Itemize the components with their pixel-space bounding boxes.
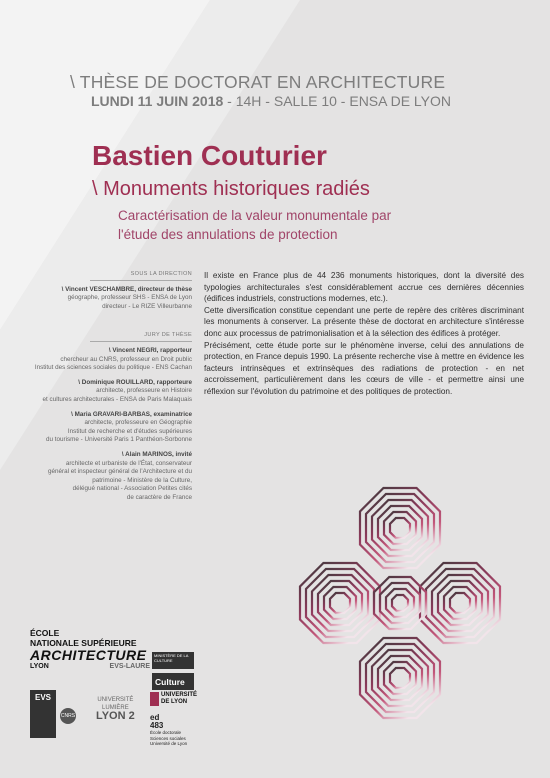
cnrs-logo: CNRS [60, 708, 76, 724]
thesis-subtitle [118, 206, 418, 244]
jury-member-name: \ Maria GRAVARI-BARBAS, examinatrice [71, 410, 192, 418]
candidate-name: Bastien Couturier [92, 140, 327, 171]
maze-ring [366, 494, 434, 562]
jury-member-line: du tourisme - Université Paris 1 Panthéon-Sorbonne [46, 436, 192, 444]
jury-member [30, 451, 192, 503]
jury-member-line: architecte, professeure en Géographie [84, 419, 192, 427]
culture-logo-box: Culture [152, 673, 194, 690]
jury-member-line: architecte et urbaniste de l'État, conservateur [65, 459, 192, 467]
jury-member-line: de caractère de France [126, 493, 192, 501]
maze-ring [390, 518, 410, 538]
ed-code-line: ed [150, 713, 160, 722]
ensal-logo-line: ÉCOLE [30, 628, 60, 638]
maze-ring [386, 589, 414, 617]
ed-line: Sciences sociales [150, 735, 186, 741]
evs-logo: EVS [30, 690, 56, 738]
thesis-subtitle-line: Caractérisation de la valeur monumentale par [118, 208, 392, 223]
labyrinth-illustration [290, 478, 510, 733]
header-time-place: - 14H - SALLE 10 - ENSA DE LYON [223, 93, 452, 109]
maze-ring [330, 593, 350, 613]
ed-code-line: 483 [150, 721, 164, 730]
header-datetime [70, 92, 540, 110]
ecole-doctorale-logo [150, 714, 200, 747]
jury-member-name: \ Dominique ROUILLARD, rapporteure [78, 378, 192, 386]
direction-label: SOUS LA DIRECTION [90, 270, 192, 281]
maze-ring [374, 577, 426, 629]
udl-text [161, 692, 197, 706]
abstract-paragraph: Précisément, cette étude porte sur le phénomène inverse, celui des annulations de protection, en France depuis 1990. La présente recherche vise à mettre en évidence les facteurs intrinsèques et extrinsèques des radiations de protection - en net accroissement, particulièrement dans les cœurs de ville - et permettre ainsi une réflexion sur l'évolution du patrimoine et des politiques de protection. [204, 340, 524, 396]
udl-line: UNIVERSITÉ [161, 692, 198, 698]
ed-line: École doctorale [150, 730, 182, 735]
jury-member-line: Institut des sciences sociales du politique - ENS Cachan [34, 364, 192, 372]
maze-ring [372, 650, 428, 706]
udl-line: DE LYON [161, 699, 188, 705]
header-date: LUNDI 11 JUIN 2018 [91, 93, 224, 109]
director-entry [30, 286, 192, 312]
ensal-logo-architecture: ARCHITECTURE [30, 647, 147, 663]
thesis-title: \ Monuments historiques radiés [92, 178, 370, 200]
universite-de-lyon-logo [150, 692, 197, 706]
ensal-logo-row [30, 663, 150, 670]
jury-member-line: patrimoine - Ministère de la Culture, [92, 476, 192, 484]
ministry-logo-box: MINISTÈRE DE LA CULTURE [152, 652, 194, 669]
ministry-culture-logo [152, 652, 194, 690]
lyon2-logo-name: LYON 2 [96, 710, 135, 722]
partner-logos [30, 690, 200, 746]
ed-line: Université de Lyon [150, 741, 188, 746]
ensal-logo-lab: EVS-LAURE [109, 663, 150, 670]
jury-member [30, 347, 192, 373]
director-name: \ Vincent VESCHAMBRE, directeur de thèse [61, 285, 192, 293]
lyon2-logo-line: UNIVERSITÉ [97, 697, 134, 703]
abstract [204, 270, 524, 398]
maze-ring [392, 595, 408, 611]
maze-ring [372, 500, 428, 556]
lyon2-logo [96, 696, 135, 720]
ed-code [150, 714, 163, 730]
maze-ring [450, 593, 470, 613]
jury-member-name: \ Vincent NEGRI, rapporteur [108, 346, 192, 354]
jury-member-line: et cultures architecturales - ENSA de Paris Malaquais [42, 395, 192, 403]
jury-member-line: général et inspecteur général de l'Architecture et du [47, 468, 192, 476]
abstract-paragraph: Cette diversification constitue cependant une perte de repère des critères discriminant les monuments à conserver. La présente thèse de doctorat en architecture s'intéresse donc aux processus de patrimonialisation et à la sélection des édifices à protéger. [204, 305, 524, 338]
maze-ring [384, 662, 416, 694]
jury-member-line: délégué national - Association Petites cités [72, 485, 192, 493]
director-line: directeur - Le RIZE Villeurbanne [102, 302, 192, 310]
committee-column [30, 270, 192, 508]
jury-member-line: architecte, professeure en Histoire [96, 387, 192, 395]
maze-ring [366, 644, 434, 712]
event-header [70, 72, 540, 110]
jury-label: JURY DE THÈSE [90, 331, 192, 342]
maze-ring [444, 587, 476, 619]
ensal-logo-city: LYON [30, 663, 49, 670]
ensal-logo-line: NATIONALE SUPÉRIEURE [30, 638, 137, 648]
ed-text [150, 730, 187, 747]
thesis-subtitle-line: l'étude des annulations de protection [118, 227, 338, 242]
maze-ring [432, 575, 488, 631]
maze-ring [306, 569, 374, 637]
maze-ring [426, 569, 494, 637]
abstract-paragraph: Il existe en France plus de 44 236 monuments historiques, dont la diversité des typologies architecturales s'est considérablement accrue ces dernières décennies (édifices industriels, constructions modernes, etc.). [204, 271, 524, 304]
jury-member-line: chercheur au CNRS, professeur en Droit public [60, 355, 192, 363]
jury-member-line: Institut de recherche et d'études supérieures [67, 427, 192, 435]
lyon2-logo-line: LUMIÈRE [102, 705, 129, 711]
udl-mark-icon [150, 692, 159, 706]
jury-member [30, 379, 192, 405]
header-title: \ THÈSE DE DOCTORAT EN ARCHITECTURE [70, 72, 446, 92]
jury-member [30, 411, 192, 445]
maze-ring [384, 512, 416, 544]
maze-ring [312, 575, 368, 631]
maze-ring [390, 668, 410, 688]
jury-member-name: \ Alain MARINOS, invité [121, 450, 192, 458]
maze-ring [324, 587, 356, 619]
director-line: géographe, professeur SHS - ENSA de Lyon [67, 294, 192, 302]
